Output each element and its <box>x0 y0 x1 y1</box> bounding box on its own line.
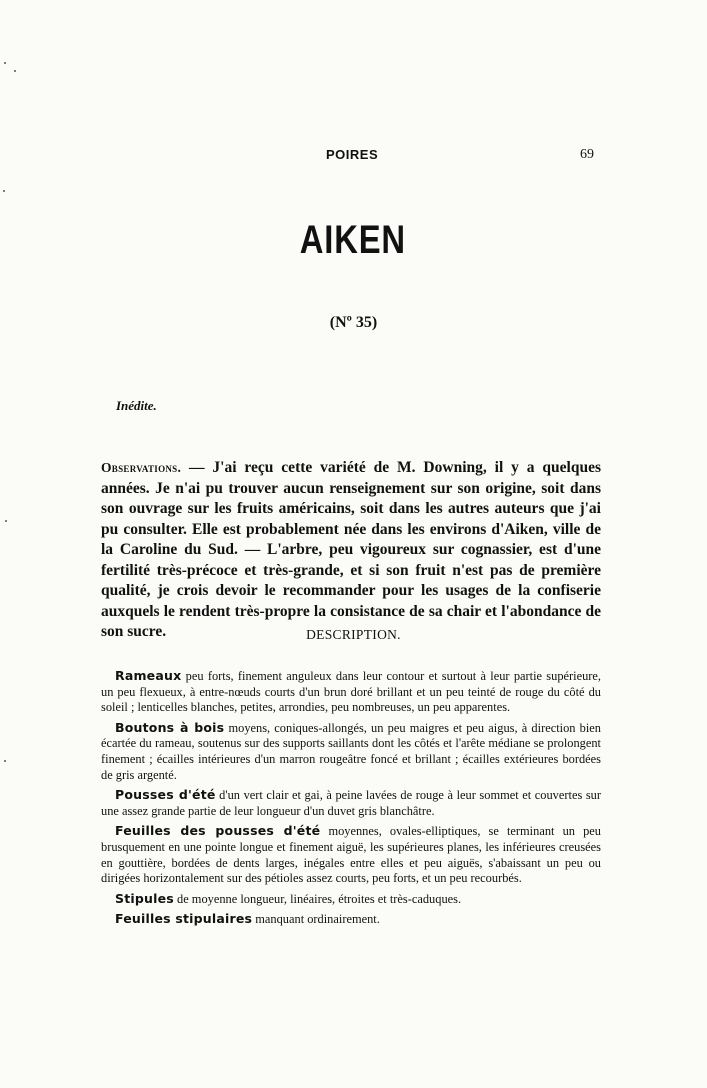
status-note: Inédite. <box>116 398 157 413</box>
description-term: Rameaux <box>115 668 182 683</box>
description-item <box>101 891 601 908</box>
observations-text: — J'ai reçu cette variété de M. Downing, il y a quelques années. Je n'ai pu trouver aucun renseignement sur son origine, soit dans son ouvrage sur les fruits américains, soit dans les autres auteurs que j'ai pu consulter. Elle est probablement née dans les environs d'Aiken, ville de la Caroline du Sud. — L'arbre, peu vigoureux sur cognassier, est d'une fertilité très-précoce et très-grande, et si son fruit n'est pas de première qualité, je crois devoir le recommander pour les usages de la confiserie auxquels le rendent très-propre la consistance de sa chair et l'abondance de son sucre. <box>101 459 601 640</box>
margin-speck <box>4 62 6 64</box>
observations-label: Observations. <box>101 460 182 475</box>
margin-speck <box>3 190 5 192</box>
running-head <box>0 147 707 165</box>
description-section <box>101 668 601 932</box>
description-term: Feuilles stipulaires <box>115 911 253 927</box>
description-term: Stipules <box>115 890 174 906</box>
description-term: Feuilles des pousses d'été <box>115 823 321 839</box>
description-item <box>101 823 601 886</box>
description-item <box>101 668 601 716</box>
variety-number: (Nº 35) <box>329 314 378 331</box>
description-item <box>101 911 601 928</box>
description-text: peu forts, finement anguleux dans leur contour et surtout à leur partie supérieure, un peu flexueux, à entre-nœuds courts d'un brun doré brillant et un peu teinté de rouge du côté du soleil ; lenticelles blanches, petites, arrondies, peu nombreuses, un peu apparentes. <box>101 669 601 715</box>
description-item <box>101 787 601 819</box>
page-number: 69 <box>580 147 594 162</box>
description-heading: DESCRIPTION. <box>306 627 401 642</box>
description-term: Pousses d'été <box>115 787 216 803</box>
margin-speck <box>5 520 7 522</box>
description-text: d'un vert clair et gai, à peine lavées de rouge à leur sommet et couvertes sur une assez grande partie de leur longueur d'un duvet gris blanchâtre. <box>101 788 601 818</box>
description-text: moyens, coniques-allongés, un peu maigres et peu aigus, à direction bien écartée du rameau, soutenus sur des supports saillants dont les côtés et l'arête médiane se prolongent finement ; écailles intérieures d'un marron rougeâtre foncé et brillant ; écailles extérieures bordées de gris argenté. <box>101 720 601 782</box>
margin-speck <box>4 760 6 762</box>
description-text: moyennes, ovales-elliptiques, se terminant un peu brusquement en une pointe longue et finement aiguë, les supérieures planes, les inférieures creusées en gouttière, bordées de dents larges, inégales entre elles et peu aiguës, s'abaissant un peu ou dirigées horizontalement sur des pétioles assez courts, peu forts, et un peu recourbés. <box>101 824 601 886</box>
description-text: de moyenne longueur, linéaires, étroites et très-caduques. <box>173 891 462 906</box>
description-term: Boutons à bois <box>115 719 225 735</box>
margin-speck <box>14 70 16 72</box>
page-title: AIKEN <box>299 218 406 262</box>
description-item <box>101 720 601 783</box>
running-head-title: POIRES <box>326 147 379 162</box>
observations-paragraph <box>101 458 601 643</box>
description-text: manquant ordinairement. <box>252 912 380 927</box>
